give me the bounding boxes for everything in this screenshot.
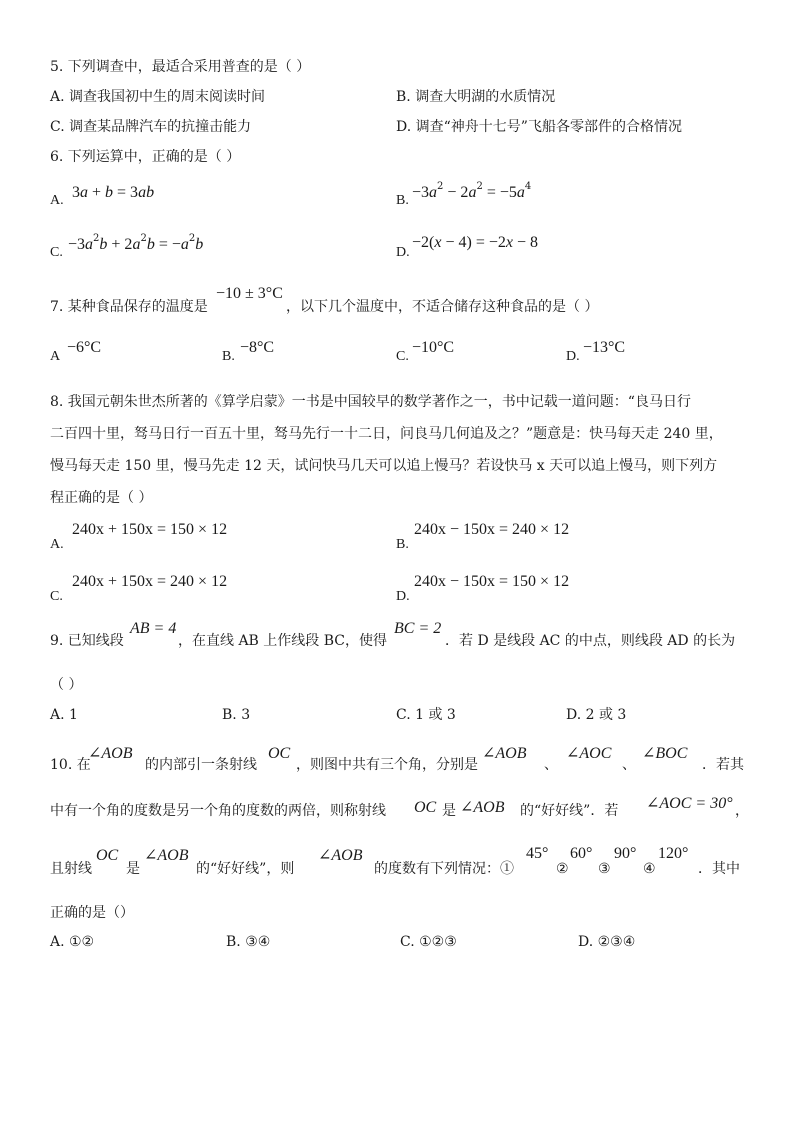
q9-stem-post: ．若 D 是线段 AC 的中点，则线段 AD 的长为 (445, 633, 736, 649)
q10-line-2-oc: OC (414, 799, 437, 816)
q6-option-d-formula: −2(x − 4) = −2x − 8 (412, 234, 539, 251)
q6-stem: 6. 下列运算中，正确的是（ ） (50, 149, 241, 165)
q10-line-2-good: 的“好好线”．若 (520, 803, 619, 819)
q7-option-a-value: −6°C (67, 339, 102, 356)
q10-option-b: B. ③④ (226, 934, 271, 950)
q6-option-d-label: D. (396, 245, 410, 260)
q10-sep-2: 、 (622, 757, 636, 773)
q10-end-1: ．若其 (702, 757, 744, 773)
q7-option-d-label: D. (566, 349, 580, 364)
q10-line-2-pre: 中有一个角的度数是另一个角的度数的两倍，则称射线 (50, 803, 386, 819)
q10-mid-2: ，则图中共有三个角，分别是 (296, 757, 478, 773)
q8-option-b-label: B. (396, 537, 409, 552)
q7-stem-pre: 7. 某种食品保存的温度是 (50, 299, 208, 315)
q9-stem-pre: 9. 已知线段 (50, 633, 124, 649)
q6-option-a-formula: 3a + b = 3ab (72, 184, 155, 201)
q10-mid-1: 的内部引一条射线 (145, 757, 257, 773)
q8-option-d-label: D. (396, 589, 410, 604)
q10-case-4-mark: ④ (643, 861, 656, 877)
q10-case-2-mark: ② (556, 861, 569, 877)
q10-line-2-aob: ∠AOB (460, 799, 505, 816)
q8-line-4: 程正确的是（ ） (50, 490, 153, 506)
q10-line-3-cases: 的度数有下列情况：① (374, 861, 514, 877)
q10-line-4: 正确的是（） (50, 905, 134, 921)
q10-line-3-pre: 且射线 (50, 861, 92, 877)
q10-case-2-value: 60° (570, 845, 593, 862)
q10-angle-aob: ∠AOB (88, 745, 133, 762)
q10-case-3-mark: ③ (598, 861, 611, 877)
q10-case-1-value: 45° (526, 845, 549, 862)
q6-option-c-label: C. (50, 245, 63, 260)
q10-angle-boc: ∠BOC (642, 745, 688, 762)
q9-bc-equals: BC = 2 (394, 620, 442, 637)
q5-option-b: B. 调查大明湖的水质情况 (396, 89, 556, 105)
q10-option-a: A. ①② (50, 934, 95, 950)
q9-option-d: D. 2 或 3 (566, 707, 627, 723)
q8-option-c-label: C. (50, 589, 63, 604)
q9-option-b: B. 3 (222, 707, 251, 723)
q10-line-3-is: 是 (126, 861, 140, 877)
q6-option-c-formula: $-3a^2b + 2a^2b = -a^2b$ (68, 233, 204, 253)
q8-line-1: 8. 我国元朝朱世杰所著的《算学启蒙》一书是中国较早的数学著作之一，书中记载一道问题：“良马日行 (50, 394, 691, 410)
q10-pre: 10. 在 (50, 757, 91, 773)
q10-line-2-is: 是 (442, 803, 456, 819)
q10-line-3-good: 的“好好线”，则 (196, 861, 295, 877)
q8-option-a-equation: 240x + 150x = 150 × 12 (72, 521, 228, 538)
q10-sep-1: 、 (544, 757, 558, 773)
q7-stem-post: ，以下几个温度中，不适合储存这种食品的是（ ） (286, 299, 599, 315)
q8-option-b-equation: 240x − 150x = 240 × 12 (414, 521, 570, 538)
q9-stem-mid: ，在直线 AB 上作线段 BC，使得 (178, 633, 388, 649)
q10-angle-aoc: ∠AOC (566, 745, 612, 762)
q10-line-3-aob-2: ∠AOB (318, 847, 363, 864)
q6-option-a-label: A. (50, 193, 64, 208)
q9-option-c: C. 1 或 3 (396, 707, 456, 723)
q10-line-3-aob: ∠AOB (144, 847, 189, 864)
q8-line-3: 慢马每天走 150 里，慢马先走 12 天，试问快马几天可以追上慢马？若设快马 x 天可以追上慢马，则下列方 (50, 458, 718, 474)
q9-answer-paren: （ ） (50, 677, 83, 693)
q7-option-a-label: A (50, 349, 61, 364)
q6-option-b-formula: $-3a^2 - 2a^2 = -5a^4$ (412, 181, 532, 201)
q10-angle-aob-2: ∠AOB (482, 745, 527, 762)
q10-condition-aoc: ∠AOC = 30° (646, 795, 733, 812)
q10-line-3-oc: OC (96, 847, 119, 864)
q7-option-b-label: B. (222, 349, 235, 364)
q6-option-b-label: B. (396, 193, 409, 208)
q8-option-a-label: A. (50, 537, 64, 552)
q7-option-d-value: −13°C (583, 339, 626, 356)
q10-line-2-end: ， (735, 803, 749, 819)
q8-line-2: 二百四十里，驽马日行一百五十里，驽马先行一十二日，问良马几何追及之？”题意是：快马每天走 240 里， (50, 426, 723, 442)
q7-temperature: −10 ± 3°C (216, 285, 283, 302)
q10-option-d: D. ②③④ (578, 934, 636, 950)
q5-option-d: D. 调查“神舟十七号”飞船各零部件的合格情况 (396, 119, 682, 135)
q10-line-3-end: ．其中 (698, 861, 740, 877)
q8-option-c-equation: 240x + 150x = 240 × 12 (72, 573, 228, 590)
q5-option-c: C. 调查某品牌汽车的抗撞击能力 (50, 119, 252, 135)
q10-option-c: C. ①②③ (400, 934, 457, 950)
q7-option-c-value: −10°C (412, 339, 455, 356)
q7-option-c-label: C. (396, 349, 409, 364)
q7-option-b-value: −8°C (240, 339, 275, 356)
q9-option-a: A. 1 (50, 707, 78, 723)
q9-ab-equals: AB = 4 (130, 620, 177, 637)
q10-ray-oc: OC (268, 745, 291, 762)
q10-case-3-value: 90° (614, 845, 637, 862)
q5-stem: 5. 下列调查中，最适合采用普查的是（ ） (50, 59, 311, 75)
q5-option-a: A. 调查我国初中生的周末阅读时间 (50, 89, 266, 105)
q8-option-d-equation: 240x − 150x = 150 × 12 (414, 573, 570, 590)
q10-case-4-value: 120° (658, 845, 689, 862)
